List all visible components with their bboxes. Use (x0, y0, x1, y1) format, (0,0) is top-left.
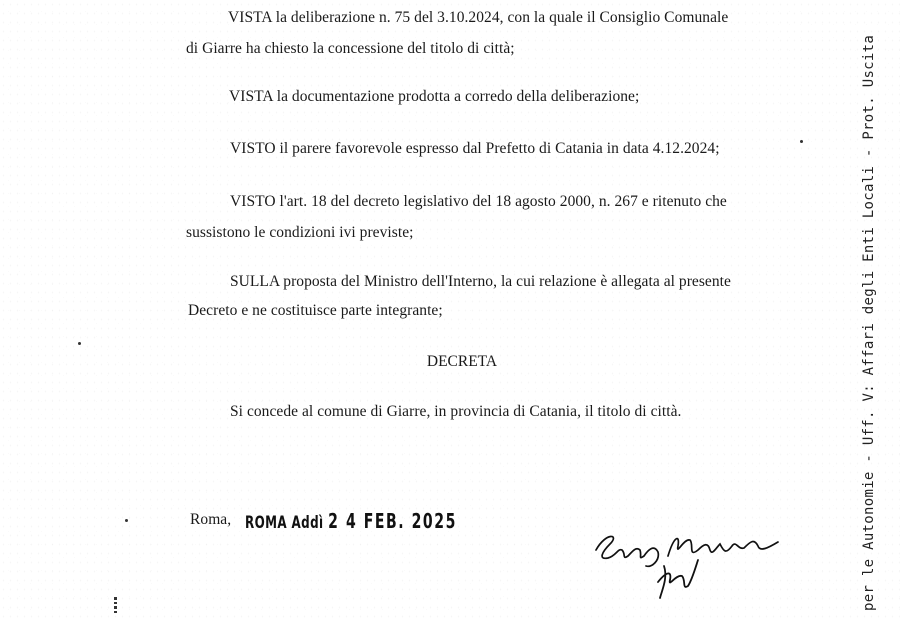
paragraph-5-line-1: SULLA proposta del Ministro dell'Interno, la cui relazione è allegata al presente (230, 273, 731, 290)
stamp-prefix: ROMA Addì (245, 513, 324, 533)
scan-speck (125, 519, 128, 522)
paragraph-3: VISTO il parere favorevole espresso dal Prefetto di Catania in data 4.12.2024; (230, 140, 720, 157)
paragraph-4-line-2: sussistono le condizioni ivi previste; (186, 224, 414, 241)
paragraph-4-line-1: VISTO l'art. 18 del decreto legislativo del 18 agosto 2000, n. 267 e ritenuto che (230, 193, 727, 210)
date-stamp (245, 509, 457, 533)
margin-mark (112, 596, 120, 614)
decree-text: Si concede al comune di Giarre, in provincia di Catania, il titolo di città. (230, 403, 682, 420)
paragraph-5-line-2: Decreto e ne costituisce parte integrante; (188, 302, 443, 319)
paragraph-1-line-2: di Giarre ha chiesto la concessione del titolo di città; (186, 40, 515, 57)
place-label: Roma, (190, 511, 232, 528)
decree-heading: DECRETA (426, 353, 498, 370)
signature-graphic (588, 520, 788, 600)
paragraph-1-line-1: VISTA la deliberazione n. 75 del 3.10.2024, con la quale il Consiglio Comunale (228, 9, 729, 26)
side-protocol-text: per le Autonomie - Uff. V: Affari degli Enti Locali - Prot. Uscita (861, 34, 877, 611)
scan-speck (800, 140, 803, 143)
stamp-date: 2 4 FEB. 2025 (328, 509, 457, 533)
paragraph-2: VISTA la documentazione prodotta a corredo della deliberazione; (229, 88, 640, 105)
scan-speck (78, 342, 81, 345)
